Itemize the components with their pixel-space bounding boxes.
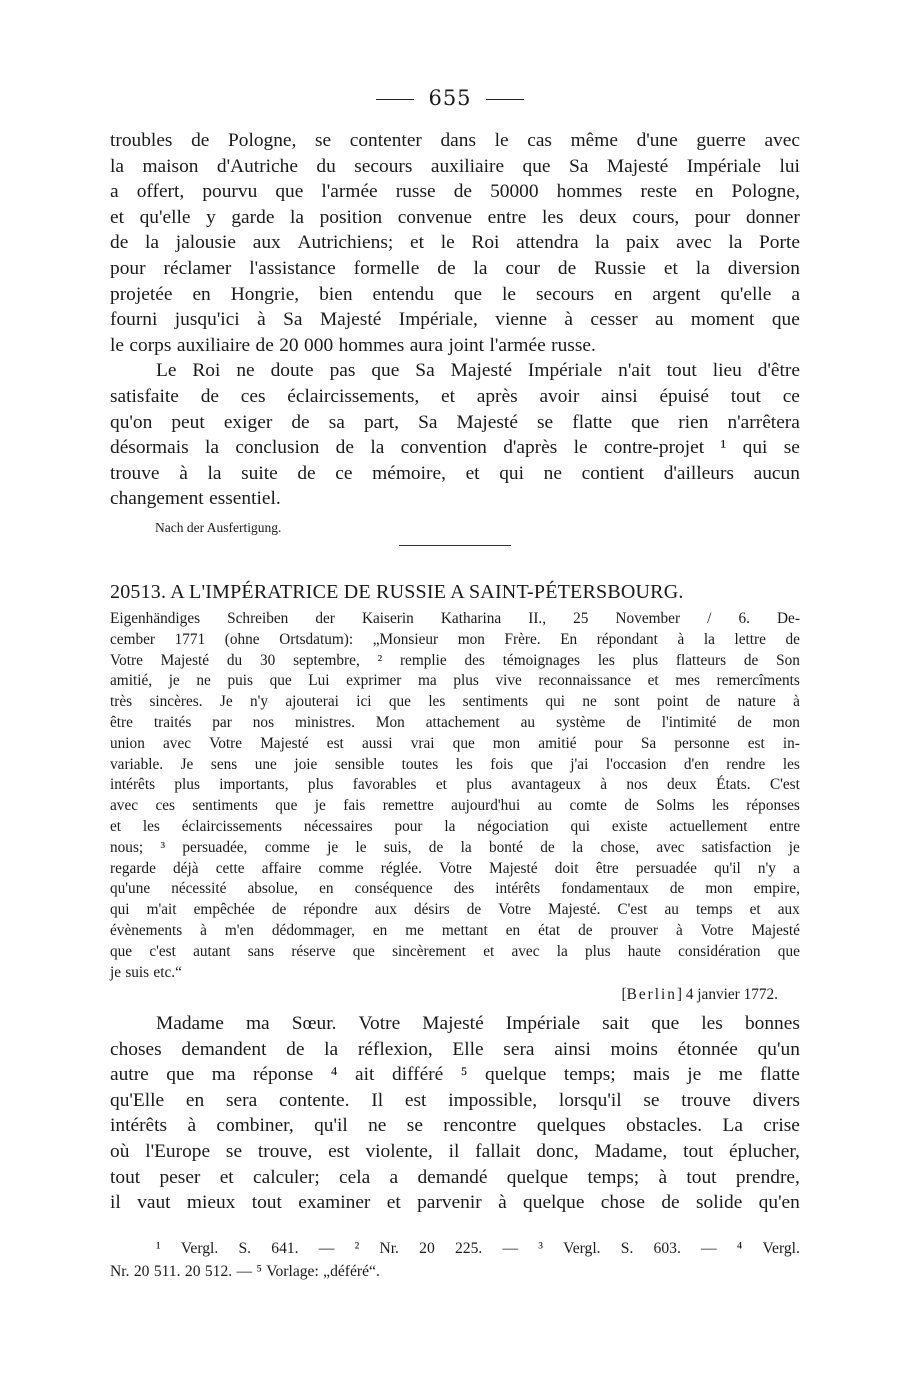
- dateline-place: Berlin: [626, 986, 677, 1003]
- intro-line: être traités par nos ministres. Mon attachement au système de l'intimité de mon: [110, 713, 800, 731]
- letter-line: intérêts à combiner, qu'il ne se rencontre quelques obstacles. La crise: [110, 1115, 800, 1137]
- intro-line: variable. Je sens une joie sensible toutes les fois que j'ai l'occasion d'en rendre les: [110, 755, 800, 773]
- source-note: Nach der Ausfertigung.: [155, 520, 282, 535]
- dateline-date: 4 janvier 1772.: [685, 986, 778, 1003]
- intro-line: Votre Majesté du 30 septembre, ² remplie des témoignages les plus flatteurs de Son: [110, 651, 800, 669]
- intro-line: Eigenhändiges Schreiben der Kaiserin Katharina II., 25 November / 6. De-: [110, 610, 800, 627]
- letter-line: autre que ma réponse ⁴ ait différé ⁵ quelque temps; mais je me flatte: [110, 1064, 800, 1086]
- page-number-left-dash: [376, 99, 414, 100]
- body-line: troubles de Pologne, se contenter dans le cas même d'une guerre avec: [110, 130, 800, 151]
- intro-line: que c'est autant sans réserve que sincèrement et avec la plus haute considération que: [110, 942, 800, 960]
- intro-line: nous; ³ persuadée, comme je le suis, de la bonté de la chose, avec satisfaction je: [110, 838, 800, 856]
- intro-line: très sincères. Je n'y ajouterai ici que les sentiments qui ne sont point de nature à: [110, 693, 800, 711]
- intro-line: amitié, je ne puis que Lui exprimer ma plus vive reconnaissance et mes remercîments: [110, 672, 800, 690]
- letter-line: Madame ma Sœur. Votre Majesté Impériale sait que les bonnes: [156, 1013, 800, 1034]
- letter-body: [110, 1011, 800, 1216]
- letter-line: qu'Elle en sera contente. Il est impossible, lorsqu'il se trouve divers: [110, 1089, 800, 1111]
- intro-line: et les éclaircissements nécessaires pour la négociation qui existe actuellement entre: [110, 817, 800, 835]
- page-number: [0, 86, 900, 110]
- intro-line: intérêts plus importants, plus favorables et plus avantageux à nos deux États. C'est: [110, 776, 800, 794]
- page-number-right-dash: [486, 99, 524, 100]
- body-line: projetée en Hongrie, bien entendu que le secours en argent qu'elle a: [110, 283, 800, 305]
- intro-line: cember 1771 (ohne Ortsdatum): „Monsieur mon Frère. En répondant à la lettre de: [110, 630, 800, 648]
- letter-line: il vaut mieux tout examiner et parvenir à quelque chose de solide qu'en: [110, 1192, 800, 1214]
- intro-line: évènements à m'en dédommager, en me mettant en état de prouver à Votre Majesté: [110, 921, 800, 939]
- body-paragraphs: [110, 128, 800, 512]
- footnote-line: ¹ Vergl. S. 641. — ² Nr. 20 225. — ³ Vergl. S. 603. — ⁴ Vergl.: [156, 1240, 800, 1257]
- section-divider: [399, 545, 511, 546]
- dateline: [Berlin] 4 janvier 1772.: [621, 986, 778, 1003]
- body-line: a offert, pourvu que l'armée russe de 50000 hommes reste en Pologne,: [110, 181, 800, 203]
- intro-line: regarde déjà cette affaire comme réglée. Votre Majesté doit être persuadée qu'il n'y a: [110, 859, 800, 877]
- body-line: trouve à la suite de ce mémoire, et qui ne contient d'ailleurs aucun: [110, 462, 800, 484]
- body-line: désormais la conclusion de la convention d'après le contre-projet ¹ qui se: [110, 437, 800, 459]
- letter-line: tout peser et calculer; cela a demandé quelque temps; à tout prendre,: [110, 1166, 800, 1188]
- document-heading: 20513. A L'IMPÉRATRICE DE RUSSIE A SAINT-PÉTERSBOURG.: [110, 581, 684, 603]
- letter-line: choses demandent de la réflexion, Elle sera ainsi moins étonnée qu'un: [110, 1038, 800, 1060]
- page-number-value: 655: [428, 86, 472, 110]
- letter-line: où l'Europe se trouve, est violente, il fallait donc, Madame, tout éplucher,: [110, 1140, 800, 1162]
- intro-line: je suis etc.“: [110, 963, 182, 981]
- body-line: la maison d'Autriche du secours auxiliaire que Sa Majesté Impériale lui: [110, 155, 800, 177]
- body-line: le corps auxiliaire de 20 000 hommes aura joint l'armée russe.: [110, 334, 596, 356]
- body-line: changement essentiel.: [110, 488, 281, 510]
- intro-line: avec ces sentiments que je fais remettre aujourd'hui au comte de Solms les réponses: [110, 797, 800, 815]
- intro-line: qu'une nécessité absolue, en conséquence des intérêts fondamentaux de mon empire,: [110, 880, 800, 898]
- footnotes: [110, 1237, 800, 1283]
- intro-line: union avec Votre Majesté est aussi vrai que mon amitié pour Sa personne est in-: [110, 734, 800, 752]
- intro-line: qui m'ait empêchée de répondre aux désirs de Votre Majesté. C'est au temps et aux: [110, 901, 800, 919]
- body-line: satisfaite de ces éclaircissements, et après avoir ainsi épuisé tout ce: [110, 385, 800, 407]
- body-line: pour réclamer l'assistance formelle de la cour de Russie et la diversion: [110, 257, 800, 279]
- footnote-line: Nr. 20 511. 20 512. — ⁵ Vorlage: „déféré“.: [110, 1263, 380, 1280]
- body-line: qu'on peut exiger de sa part, Sa Majesté se flatte que rien n'arrêtera: [110, 411, 800, 433]
- body-line: et qu'elle y garde la position convenue entre les deux cours, pour donner: [110, 206, 800, 228]
- editorial-intro: [110, 609, 800, 983]
- body-line: de la jalousie aux Autrichiens; et le Roi attendra la paix avec la Porte: [110, 232, 800, 254]
- body-line: fourni jusqu'ici à Sa Majesté Impériale, vienne à cesser au moment que: [110, 309, 800, 331]
- body-line: Le Roi ne doute pas que Sa Majesté Impériale n'ait tout lieu d'être: [156, 360, 800, 382]
